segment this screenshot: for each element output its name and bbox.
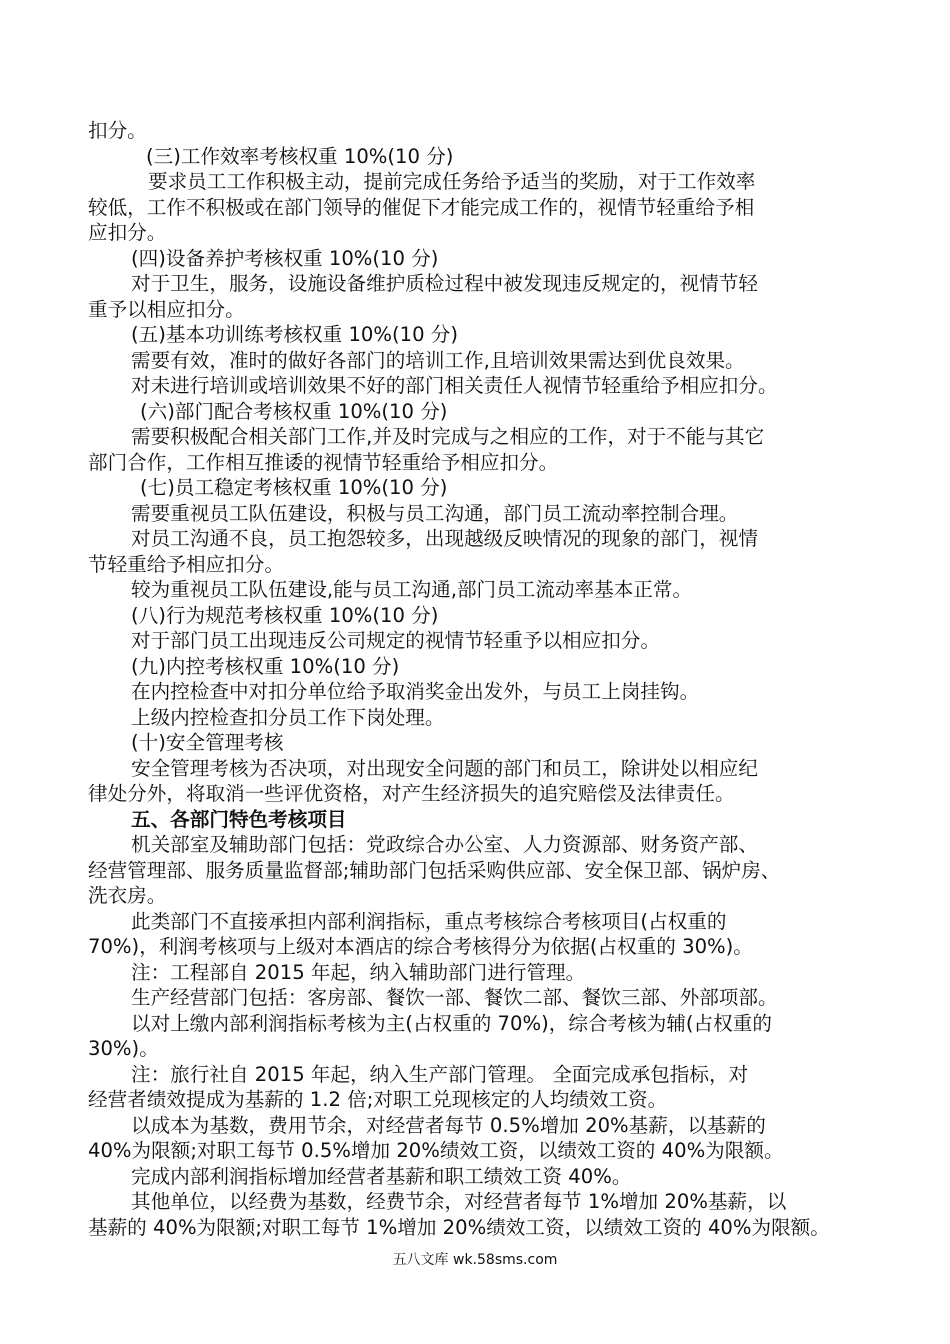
text-line: 基薪的 40%为限额;对职工每节 1%增加 20%绩效工资，以绩效工资的 40%为限额。 [88, 1215, 830, 1239]
text-line: 经营管理部、服务质量监督部;辅助部门包括采购供应部、安全保卫部、锅炉房、 [88, 858, 781, 882]
text-line: 洗衣房。 [88, 884, 167, 907]
text-line: 以成本为基数，费用节余，对经营者每节 0.5%增加 20%基薪，以基薪的 [131, 1113, 766, 1137]
text-line: (三)工作效率考核权重 10%(10 分) [146, 144, 454, 168]
text-line: 40%为限额;对职工每节 0.5%增加 20%绩效工资，以绩效工资的 40%为限额。 [88, 1139, 784, 1162]
text-line: 经营者绩效提成为基薪的 1.2 倍;对职工兑现核定的人均绩效工资。 [88, 1088, 668, 1111]
text-line: 70%)，利润考核项与上级对本酒店的综合考核得分为依据(占权重的 30%)。 [88, 935, 753, 958]
text-line: 需要重视员工队伍建设，积极与员工沟通，部门员工流动率控制合理。 [131, 501, 739, 525]
text-line: 安全管理考核为否决项，对出现安全问题的部门和员工，除讲处以相应纪 [131, 756, 758, 780]
text-line: 对于卫生，服务，设施设备维护质检过程中被发现违反规定的，视情节轻 [131, 272, 758, 295]
text-line: 部门合作，工作相互推诿的视情节轻重给予相应扣分。 [88, 450, 559, 474]
text-line: 注：旅行社自 2015 年起，纳入生产部门管理。 全面完成承包指标，对 [131, 1062, 749, 1086]
text-line: (十)安全管理考核 [131, 731, 284, 754]
footer-watermark: 五八文库 wk.58sms.com [392, 1252, 558, 1268]
text-line: 其他单位，以经费为基数，经费节余，对经营者每节 1%增加 20%基薪，以 [131, 1190, 787, 1213]
text-line: (六)部门配合考核权重 10%(10 分) [140, 399, 448, 423]
text-line: 扣分。 [88, 119, 147, 142]
text-line: (四)设备养护考核权重 10%(10 分) [131, 246, 439, 270]
text-line: 机关部室及辅助部门包括：党政综合办公室、人力资源部、财务资产部、 [131, 833, 758, 856]
text-line: (八)行为规范考核权重 10%(10 分) [131, 603, 439, 627]
text-line: 30%)。 [88, 1037, 159, 1060]
text-line: 较为重视员工队伍建设,能与员工沟通,部门员工流动率基本正常。 [131, 578, 693, 601]
text-line: 应扣分。 [88, 221, 167, 244]
section-heading: 五、各部门特色考核项目 [131, 807, 347, 831]
text-line: 要求员工工作积极主动，提前完成任务给予适当的奖励，对于工作效率 [148, 170, 756, 193]
text-line: 较低，工作不积极或在部门领导的催促下才能完成工作的，视情节轻重给予相 [88, 195, 755, 219]
text-line: 上级内控检查扣分员工作下岗处理。 [131, 705, 445, 729]
text-line: (七)员工稳定考核权重 10%(10 分) [140, 476, 448, 499]
text-line: (九)内控考核权重 10%(10 分) [131, 654, 400, 678]
text-line: 律处分外，将取消一些评优资格，对产生经济损失的追究赔偿及法律责任。 [88, 782, 735, 805]
text-line: 重予以相应扣分。 [88, 297, 245, 321]
text-line: (五)基本功训练考核权重 10%(10 分) [131, 323, 459, 346]
text-line: 对未进行培训或培训效果不好的部门相关责任人视情节轻重给予相应扣分。 [131, 374, 778, 397]
text-line: 在内控检查中对扣分单位给予取消奖金出发外，与员工上岗挂钩。 [131, 680, 700, 703]
text-line: 完成内部利润指标增加经营者基薪和职工绩效工资 40%。 [131, 1164, 632, 1188]
text-line: 此类部门不直接承担内部利润指标，重点考核综合考核项目(占权重的 [131, 909, 727, 933]
document-body [88, 118, 873, 1240]
text-line: 注：工程部自 2015 年起，纳入辅助部门进行管理。 [131, 960, 586, 984]
text-line: 以对上缴内部利润指标考核为主(占权重的 70%)，综合考核为辅(占权重的 [131, 1011, 772, 1035]
text-line: 对于部门员工出现违反公司规定的视情节轻重予以相应扣分。 [131, 629, 661, 652]
text-line: 需要积极配合相关部门工作,并及时完成与之相应的工作，对于不能与其它 [131, 425, 765, 448]
text-line: 对员工沟通不良，员工抱怨较多，出现越级反映情况的现象的部门，视情 [131, 527, 758, 550]
text-line: 生产经营部门包括：客房部、餐饮一部、餐饮二部、餐饮三部、外部项部。 [131, 986, 778, 1009]
text-line: 需要有效，准时的做好各部门的培训工作,且培训效果需达到优良效果。 [131, 348, 745, 372]
text-line: 节轻重给予相应扣分。 [88, 552, 284, 576]
